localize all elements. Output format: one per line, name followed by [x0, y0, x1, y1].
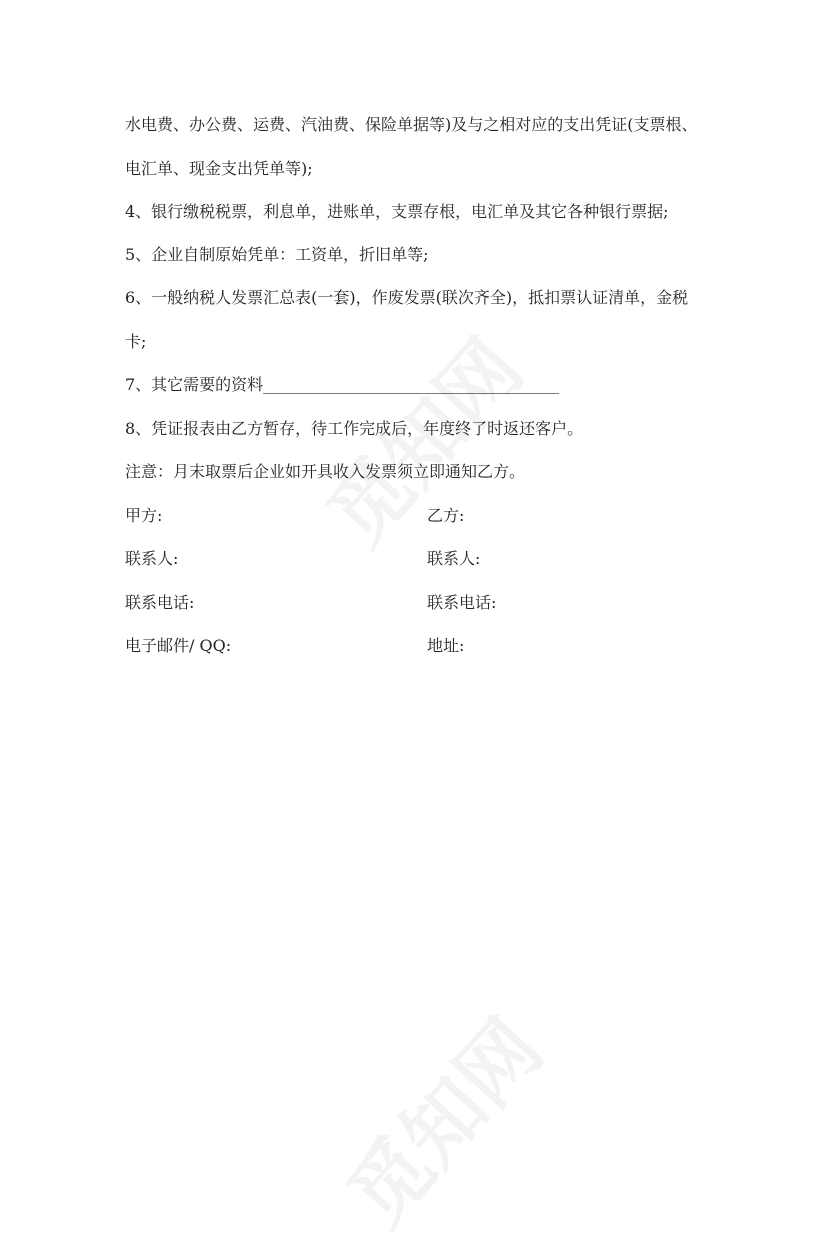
address-b-label: 地址:	[427, 636, 465, 655]
document-line: 5、企业自制原始凭单：工资单，折旧单等;	[125, 245, 429, 264]
party-b-label: 乙方:	[427, 506, 465, 525]
contact-a-label: 联系人:	[125, 549, 179, 568]
document-line: 8、凭证报表由乙方暂存，待工作完成后，年度终了时返还客户。	[125, 419, 584, 438]
document-line: 电汇单、现金支出凭单等);	[125, 159, 313, 178]
document-line: 卡;	[125, 332, 147, 351]
contact-b-label: 联系人:	[427, 549, 481, 568]
document-line: 水电费、办公费、运费、汽油费、保险单据等)及与之相对应的支出凭证(支票根、	[125, 115, 698, 134]
note-line: 注意：月末取票后企业如开具收入发票须立即通知乙方。	[125, 462, 526, 481]
watermark	[317, 990, 563, 1245]
party-a-label: 甲方:	[125, 506, 163, 525]
document-line: 7、其它需要的资料_____________________________________	[125, 375, 560, 394]
document-line: 4、银行缴税税票，利息单，进账单，支票存根，电汇单及其它各种银行票据;	[125, 202, 669, 221]
email-a-label: 电子邮件/ QQ:	[125, 636, 232, 655]
phone-b-label: 联系电话:	[427, 593, 497, 612]
phone-a-label: 联系电话:	[125, 593, 195, 612]
document-line: 6、一般纳税人发票汇总表(一套)，作废发票(联次齐全)，抵扣票认证清单，金税	[125, 288, 689, 307]
